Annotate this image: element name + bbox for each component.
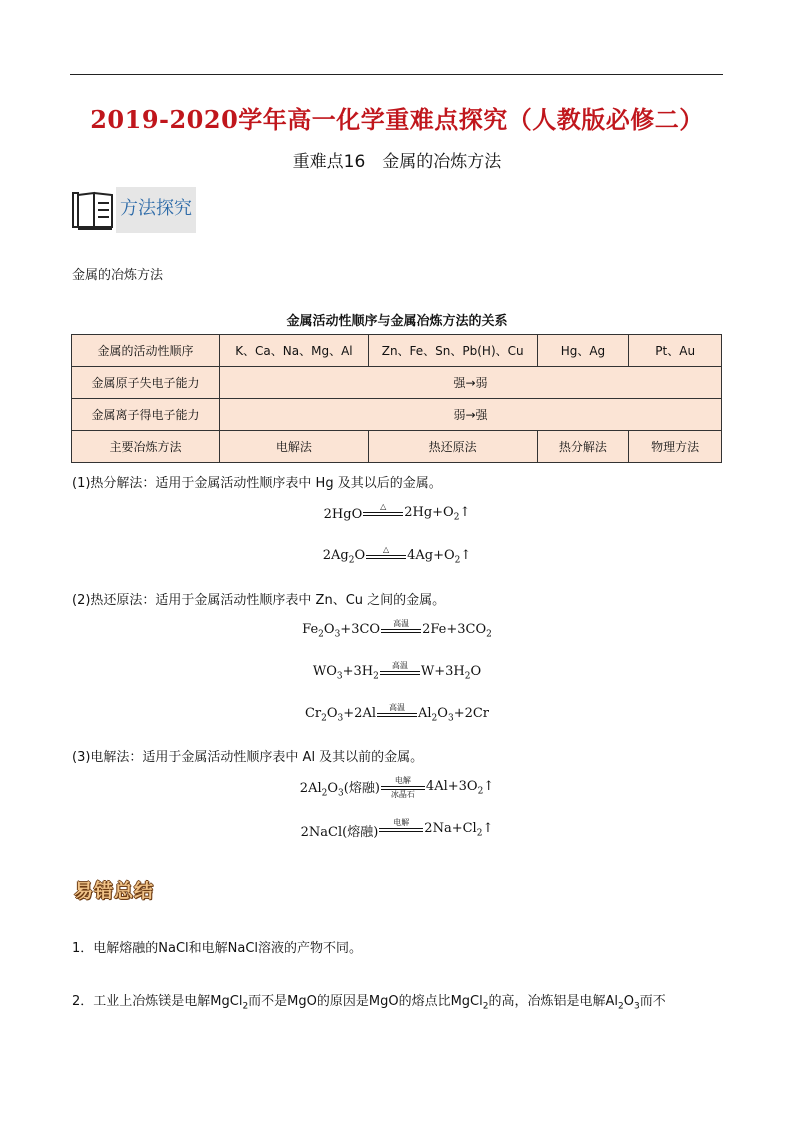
table-cell: K、Ca、Na、Mg、Al (219, 335, 368, 367)
equation-right: $4Al+3O_2↑$ (425, 779, 495, 797)
equation-left: $2Al_2O_3$(熔融) (299, 781, 380, 799)
table-row (72, 367, 722, 399)
method-text: (1)热分解法：适用于金属活动性顺序表中 Hg 及其以后的金属。 (72, 476, 442, 491)
condition-top: △ (383, 545, 390, 554)
equation-right: $Al_2O_3+2Cr$ (418, 706, 490, 724)
table-cell: 金属的活动性顺序 (72, 335, 220, 367)
equals-arrow (379, 818, 423, 842)
equation-left: $Fe_2O_3+3CO$ (302, 622, 381, 640)
equation-right: $4Ag+O_2↑$ (407, 548, 472, 566)
method-text: (2)热还原法：适用于金属活动性顺序表中 Zn、Cu 之间的金属。 (72, 593, 446, 608)
mistake-item: 1．电解熔融的NaCl和电解NaCl溶液的产物不同。 (72, 941, 363, 956)
equation-right: $2Fe+3CO_2$ (422, 622, 492, 640)
table-cell: 主要冶炼方法 (72, 431, 220, 463)
table-caption: 金属活动性顺序与金属冶炼方法的关系 (286, 314, 508, 329)
table-cell: 电解法 (219, 431, 368, 463)
equation-left: 2HgO (323, 506, 363, 522)
equals-arrow (366, 545, 406, 569)
condition-top: 高温 (393, 619, 410, 628)
table-cell: 物理方法 (629, 431, 722, 463)
equals-arrow (381, 619, 421, 643)
table-cell: Zn、Fe、Sn、Pb(H)、Cu (368, 335, 537, 367)
table-row (72, 431, 722, 463)
mistake-item: 2．工业上冶炼镁是电解MgCl$_2$而不是MgO的原因是MgO的熔点比MgCl$_2$的高，冶炼铝是电解$Al_2O_3$而不 (72, 994, 666, 1012)
equation (0, 502, 794, 526)
header-rule (70, 74, 723, 75)
book-icon (72, 189, 118, 231)
method-badge (72, 186, 196, 234)
table-cell: Pt、Au (629, 335, 722, 367)
relation-table (71, 334, 722, 463)
equals-arrow (380, 661, 420, 685)
table-row (72, 399, 722, 431)
equation-right: $2Na+Cl_2↑$ (424, 821, 494, 839)
condition-top: 高温 (389, 703, 405, 712)
document-title: 2019-2020学年高一化学重难点探究（人教版必修二） (90, 105, 704, 134)
equation-right: $2Hg+O_2↑$ (404, 505, 471, 523)
table-cell: 金属原子失电子能力 (72, 367, 220, 399)
condition-bottom: 冰晶石 (390, 790, 415, 799)
table-cell: Hg、Ag (537, 335, 629, 367)
table-cell: 强→弱 (219, 367, 721, 399)
mistake-summary-badge: 易错总结 (74, 880, 155, 902)
table-cell: 热还原法 (368, 431, 537, 463)
table-cell: 弱→强 (219, 399, 721, 431)
table-row (72, 335, 722, 367)
equals-arrow (363, 502, 403, 526)
condition-top: 电解 (393, 818, 410, 827)
equation-right: $W+3H_2O$ (420, 664, 482, 682)
equation (0, 619, 794, 643)
equation-left: 2NaCl(熔融) (300, 824, 379, 840)
equals-arrow (377, 703, 417, 727)
table-cell: 金属离子得电子能力 (72, 399, 220, 431)
document-subtitle: 重难点16 金属的冶炼方法 (292, 152, 502, 172)
condition-top: 电解 (394, 776, 411, 785)
condition-top: △ (380, 502, 387, 511)
equation (0, 545, 794, 569)
equation-left: $2Ag_2O$ (322, 548, 366, 566)
equation-left: $WO_3+3H_2$ (312, 664, 379, 682)
method-badge-label: 方法探究 (116, 187, 196, 233)
section-heading: 金属的冶炼方法 (72, 268, 164, 283)
equation (0, 818, 794, 842)
table-cell: 热分解法 (537, 431, 629, 463)
equation (0, 703, 794, 727)
condition-top: 高温 (391, 661, 408, 670)
equation-left: $Cr_2O_3+2Al$ (304, 706, 376, 724)
equation (0, 776, 794, 800)
equation (0, 661, 794, 685)
method-text: (3)电解法：适用于金属活动性顺序表中 Al 及其以前的金属。 (72, 750, 424, 765)
equals-arrow (381, 776, 425, 800)
